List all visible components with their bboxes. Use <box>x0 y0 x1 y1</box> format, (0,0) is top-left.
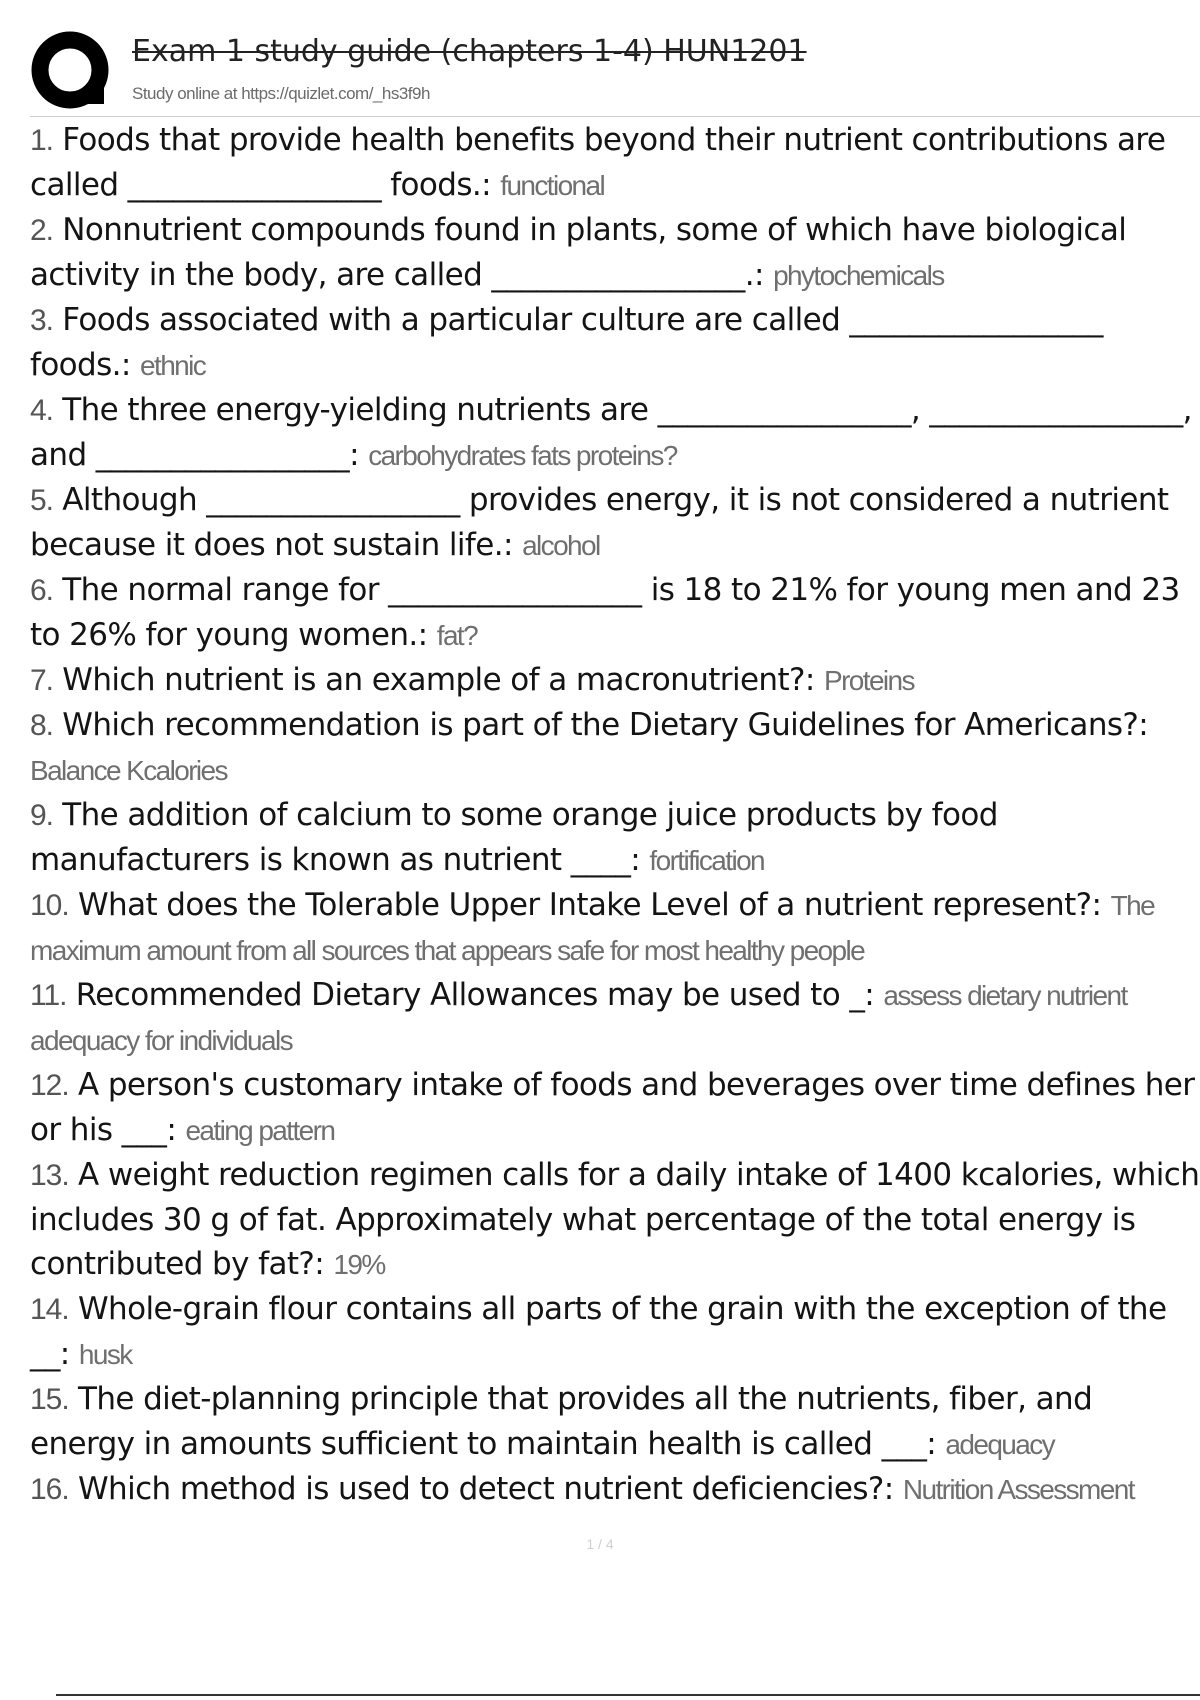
page-header <box>0 0 1200 118</box>
quizlet-logo-icon <box>30 30 114 114</box>
question-item <box>30 1377 1200 1467</box>
question-text: Whole-grain flour contains all parts of the grain with the exception of the __: <box>30 1291 1167 1372</box>
question-number: 14. <box>30 1293 69 1326</box>
question-item <box>30 883 1200 973</box>
answer-text: Nutrition Assessment <box>902 1474 1134 1505</box>
question-number: 11. <box>30 979 67 1012</box>
answer-text: The maximum amount from all sources that appears safe for most healthy people <box>30 890 1155 966</box>
answer-text: carbohydrates fats proteins? <box>368 440 677 471</box>
answer-text: Balance Kcalories <box>30 755 227 786</box>
answer-text: ethnic <box>140 350 206 381</box>
answer-text: assess dietary nutrient adequacy for individuals <box>30 980 1127 1056</box>
question-text: Foods that provide health benefits beyond their nutrient contributions are called _________________ foods.: <box>30 122 1166 203</box>
question-text: Recommended Dietary Allowances may be used to _: <box>75 977 875 1013</box>
question-item <box>30 208 1200 298</box>
header-divider <box>30 116 1200 117</box>
question-number: 4. <box>30 394 54 427</box>
question-number: 2. <box>30 214 54 247</box>
document-title: Exam 1 study guide (chapters 1-4) HUN1201 <box>132 34 807 69</box>
question-number: 10. <box>30 889 69 922</box>
question-number: 3. <box>30 304 54 337</box>
question-number: 13. <box>30 1159 69 1192</box>
question-number: 7. <box>30 664 54 697</box>
question-text: Which recommendation is part of the Dietary Guidelines for Americans?: <box>62 707 1149 743</box>
answer-text: adequacy <box>945 1429 1055 1460</box>
answer-text: alcohol <box>522 530 600 561</box>
study-online-link[interactable]: Study online at https://quizlet.com/_hs3f9h <box>132 84 430 103</box>
question-text: The diet-planning principle that provides all the nutrients, fiber, and energy in amounts sufficient to maintain health is called ___: <box>30 1381 1093 1462</box>
question-text: Nonnutrient compounds found in plants, some of which have biological activity in the body, are called _________________.: <box>30 212 1127 293</box>
answer-text: husk <box>78 1339 132 1370</box>
question-text: A person's customary intake of foods and beverages over time defines her or his ___: <box>30 1067 1195 1148</box>
question-text: The addition of calcium to some orange juice products by food manufacturers is known as nutrient ____: <box>30 797 998 878</box>
answer-text: eating pattern <box>185 1115 335 1146</box>
answer-text: 19% <box>333 1249 385 1280</box>
question-item <box>30 478 1200 568</box>
question-item <box>30 1153 1200 1287</box>
question-text: Which nutrient is an example of a macronutrient?: <box>62 662 815 698</box>
question-item <box>30 658 1200 703</box>
page-number: 1 / 4 <box>586 1536 614 1552</box>
question-item <box>30 1287 1200 1377</box>
answer-text: fortification <box>649 845 765 876</box>
question-number: 1. <box>30 124 54 157</box>
answer-text: phytochemicals <box>773 260 944 291</box>
question-number: 9. <box>30 799 54 832</box>
question-text: The normal range for _________________ is 18 to 21% for young men and 23 to 26% for young women.: <box>30 572 1180 653</box>
question-item <box>30 568 1200 658</box>
question-item <box>30 388 1200 478</box>
footer-divider <box>56 1694 1200 1696</box>
question-text: A weight reduction regimen calls for a daily intake of 1400 kcalories, which includes 30 g of fat. Approximately what percentage of the total energy is contributed by fat?: <box>30 1157 1200 1282</box>
answer-text: fat? <box>436 620 478 651</box>
answer-text: Proteins <box>824 665 914 696</box>
question-text: Although _________________ provides energy, it is not considered a nutrient because it does not sustain life.: <box>30 482 1169 563</box>
question-item <box>30 298 1200 388</box>
question-text: Which method is used to detect nutrient deficiencies?: <box>77 1471 894 1507</box>
question-number: 6. <box>30 574 54 607</box>
question-text: The three energy-yielding nutrients are _________________, _________________, and _________________: <box>30 392 1192 473</box>
question-number: 5. <box>30 484 54 517</box>
question-item <box>30 1063 1200 1153</box>
question-item <box>30 973 1200 1063</box>
question-number: 16. <box>30 1473 69 1506</box>
question-number: 8. <box>30 709 54 742</box>
question-item <box>30 118 1200 208</box>
answer-text: functional <box>500 170 605 201</box>
question-item <box>30 1467 1200 1512</box>
question-list <box>30 118 1200 1512</box>
question-item <box>30 793 1200 883</box>
question-item <box>30 703 1200 793</box>
question-text: Foods associated with a particular culture are called _________________ foods.: <box>30 302 1103 383</box>
question-number: 15. <box>30 1383 69 1416</box>
question-text: What does the Tolerable Upper Intake Level of a nutrient represent?: <box>77 887 1102 923</box>
question-number: 12. <box>30 1069 69 1102</box>
